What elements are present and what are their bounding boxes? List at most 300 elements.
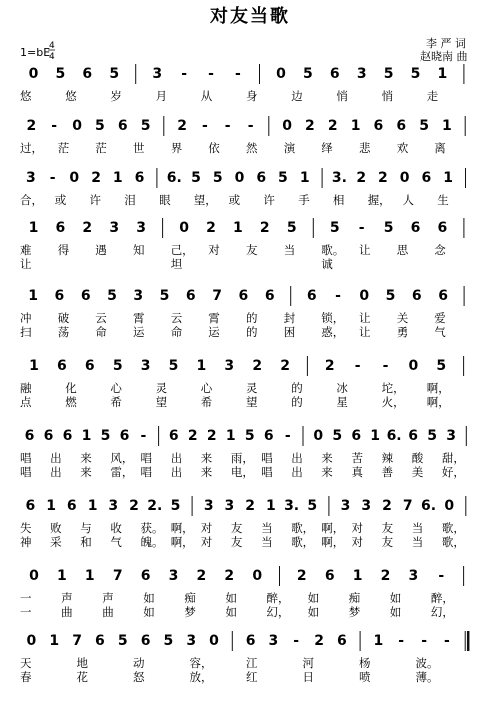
lyric-syllable: 唱 [261, 451, 273, 465]
lyric-syllable: 收 [110, 521, 122, 535]
extension-dash: - [335, 288, 341, 304]
lyric-syllable: 坦 [170, 257, 183, 271]
lyric-syllable: 友 [246, 243, 258, 257]
lyric-syllable: 一 [20, 605, 32, 619]
lyric-syllable: 痴 [348, 591, 361, 605]
lyric-syllable: 如 [143, 605, 155, 619]
lyric-syllable: 风， [110, 451, 134, 465]
note: 5 [383, 220, 394, 236]
note: 5 [159, 288, 170, 304]
lyric-syllable: 与 [80, 521, 92, 535]
note: 5 [168, 358, 179, 374]
lyric-syllable: 对 [351, 535, 363, 549]
lyric-syllable: 放， [189, 670, 213, 684]
lyric-syllable: 神 [20, 535, 32, 549]
lyric-syllable: 困 [283, 325, 296, 339]
note: 5 [436, 358, 447, 374]
lyric-syllable: 过， [20, 141, 43, 155]
note: 7 [72, 633, 82, 649]
note: 7 [212, 288, 222, 304]
note: 0 [29, 568, 39, 584]
note: 7 [402, 498, 413, 514]
extension-dash: - [443, 633, 450, 649]
note: 0 [72, 118, 82, 134]
note: 5 [385, 288, 396, 304]
lyric-syllable: 然 [246, 141, 258, 155]
lyric-syllable: 容， [189, 656, 213, 670]
note: 6 [168, 428, 179, 444]
note: 2. [147, 498, 163, 514]
lyric-syllable: 坨， [381, 381, 405, 395]
lyric-syllable: 来 [80, 451, 92, 465]
note: 0 [26, 633, 37, 649]
note: 1 [373, 633, 384, 649]
note: 2 [380, 568, 391, 584]
note: 3 [446, 428, 456, 444]
lyric-syllable: 来 [200, 465, 213, 479]
lyric-syllable: 天 [20, 656, 32, 670]
note: 0 [179, 220, 189, 236]
lyric-syllable: 泪 [124, 193, 136, 207]
lyric-syllable: 幻， [430, 605, 454, 619]
note: 0 [276, 66, 286, 82]
note: 5 [212, 170, 223, 186]
lyric-syllable: 善 [381, 465, 394, 479]
lyric-syllable: 离 [434, 141, 446, 155]
note: 0 [28, 66, 39, 82]
note: 2 [280, 358, 290, 374]
note: 5 [100, 428, 111, 444]
extension-dash: - [208, 66, 214, 82]
note: 6 [408, 428, 418, 444]
lyric-syllable: 灵 [246, 381, 258, 395]
extension-dash: - [51, 118, 58, 134]
note: 1 [29, 358, 39, 374]
lyric-syllable: 的 [291, 381, 303, 395]
lyric-syllable: 封 [283, 311, 296, 325]
extension-dash: - [438, 568, 445, 584]
song-title: 对友当歌 [210, 6, 290, 27]
system-1 [20, 64, 464, 103]
note: 2 [305, 118, 315, 134]
note: 1 [84, 568, 95, 584]
lyric-syllable: 悠 [65, 89, 77, 103]
note: 2 [187, 428, 198, 444]
lyric-syllable: 火， [381, 395, 405, 409]
note: 5 [332, 428, 343, 444]
note: 3 [224, 358, 235, 374]
lyric-syllable: 界 [170, 141, 183, 155]
system-8 [20, 496, 466, 549]
note: 6 [396, 118, 407, 134]
lyric-syllable: 啊， [426, 381, 450, 395]
note: 5 [112, 358, 123, 374]
lyric-syllable: 歌， [441, 535, 465, 549]
extension-dash: - [181, 66, 188, 82]
lyric-syllable: 气 [110, 535, 122, 549]
note: 1 [57, 568, 67, 584]
lyric-syllable: 幻， [266, 605, 290, 619]
lyric-syllable: 出 [170, 465, 183, 479]
note: 1 [350, 118, 361, 134]
extension-dash: - [247, 118, 254, 134]
score-systems [20, 64, 468, 684]
system-9 [20, 566, 464, 619]
system-7 [20, 426, 466, 479]
note: 5 [55, 66, 66, 82]
lyric-syllable: 如 [307, 605, 320, 619]
lyric-syllable: 啊， [170, 521, 194, 535]
lyric-syllable: 江 [246, 656, 258, 670]
lyric-syllable: 苦 [351, 451, 363, 465]
lyric-syllable: 友 [381, 535, 394, 549]
note: 5 [307, 498, 318, 514]
note: 6 [119, 428, 130, 444]
note: 6 [438, 288, 448, 304]
note: 6 [140, 568, 151, 584]
note: 5 [329, 220, 340, 236]
note: 3 [340, 498, 351, 514]
note: 6 [306, 288, 317, 304]
lyric-syllable: 演 [283, 141, 296, 155]
lyric-syllable: 锁， [321, 311, 345, 325]
extension-dash: - [201, 118, 208, 134]
lyric-syllable: 啊， [170, 535, 194, 549]
note: 6 [84, 358, 95, 374]
note: 1 [370, 428, 380, 444]
lyric-syllable: 失 [20, 521, 32, 535]
lyric-syllable: 魄。 [140, 535, 164, 549]
note: 1 [112, 170, 123, 186]
lyric-syllable: 诚 [321, 257, 333, 271]
lyric-syllable: 采 [50, 535, 62, 549]
extension-dash: - [234, 66, 241, 82]
lyric-syllable: 惑， [321, 325, 345, 339]
note: 6 [80, 288, 91, 304]
note: 3 [152, 66, 163, 82]
lyric-syllable: 心 [200, 381, 213, 395]
lyric-syllable: 唱 [140, 451, 152, 465]
lyric-syllable: 月 [155, 89, 168, 103]
extension-dash: - [49, 170, 56, 186]
note: 6 [62, 428, 73, 444]
extension-dash: - [284, 428, 291, 444]
lyric-syllable: 对 [208, 243, 220, 257]
lyric-syllable: 关 [396, 311, 409, 325]
note: 6 [24, 428, 35, 444]
note: 6 [411, 288, 422, 304]
time-signature-numerator: 4 [49, 41, 55, 51]
lyric-syllable: 薄。 [415, 670, 439, 684]
note: 3. [331, 170, 347, 186]
note: 6 [437, 220, 448, 236]
lyric-syllable: 茫 [57, 141, 70, 155]
note: 0 [444, 498, 455, 514]
lyric-syllable: 人 [402, 193, 414, 207]
note: 3 [356, 66, 367, 82]
lyric-syllable: 败 [50, 521, 62, 535]
lyric-syllable: 友 [381, 521, 394, 535]
lyric-syllable: 或 [228, 193, 241, 207]
lyric-syllable: 辣 [381, 451, 394, 465]
note: 2 [91, 170, 101, 186]
system-6 [20, 356, 464, 409]
note: 2 [206, 428, 217, 444]
note: 3 [26, 170, 36, 186]
note: 2 [324, 358, 335, 374]
note: 3 [133, 288, 144, 304]
note: 6 [57, 358, 67, 374]
lyric-syllable: 出 [291, 465, 303, 479]
extension-dash: - [398, 633, 405, 649]
note: 2 [129, 498, 139, 514]
lyric-syllable: 唱 [20, 451, 32, 465]
lyric-syllable: 如 [307, 591, 320, 605]
note: 6 [373, 118, 384, 134]
note: 3 [224, 498, 235, 514]
lyric-syllable: 遇 [95, 243, 107, 257]
lyric-syllable: 啊， [321, 521, 345, 535]
note: 2 [206, 220, 216, 236]
note: 6 [134, 170, 145, 186]
note: 1 [196, 358, 207, 374]
lyric-syllable: 悄 [336, 89, 348, 103]
lyric-syllable: 悄 [381, 89, 394, 103]
lyric-syllable: 出 [170, 451, 183, 465]
lyric-syllable: 唱 [261, 465, 273, 479]
lyric-syllable: 望， [193, 193, 217, 207]
lyric-syllable: 美 [411, 465, 424, 479]
note: 0 [252, 568, 263, 584]
note: 2 [26, 118, 37, 134]
lyric-syllable: 歌。 [321, 243, 345, 257]
note: 1 [49, 633, 60, 649]
lyric-syllable: 运 [133, 325, 145, 339]
note: 2 [259, 220, 270, 236]
note: 6 [140, 633, 151, 649]
note: 6 [238, 288, 249, 304]
lyric-syllable: 命 [170, 325, 183, 339]
lyric-syllable: 怒 [133, 670, 145, 684]
lyric-syllable: 云 [170, 311, 183, 325]
lyric-syllable: 春 [20, 670, 32, 684]
note: 2 [356, 170, 367, 186]
lyric-syllable: 获。 [140, 521, 164, 535]
lyric-syllable: 声 [102, 591, 114, 605]
lyric-syllable: 日 [302, 670, 314, 684]
note: 5 [107, 288, 117, 304]
lyric-syllable: 如 [225, 591, 237, 605]
lyric-syllable: 出 [50, 465, 62, 479]
lyric-syllable: 希 [200, 395, 213, 409]
note: 6. [166, 170, 182, 186]
lyric-syllable: 破 [57, 311, 70, 325]
note: 2 [296, 568, 307, 584]
extension-dash: - [293, 633, 300, 649]
lyric-syllable: 许 [263, 193, 275, 207]
note: 0 [234, 170, 245, 186]
lyric-syllable: 身 [246, 89, 258, 103]
lyric-syllable: 真 [351, 465, 363, 479]
note: 6 [25, 498, 36, 514]
note: 3 [408, 568, 419, 584]
note: 3 [136, 220, 146, 236]
lyric-syllable: 地 [76, 656, 88, 670]
lyric-syllable: 气 [434, 325, 446, 339]
lyric-syllable: 如 [225, 605, 237, 619]
lyric-syllable: 动 [133, 656, 145, 670]
lyric-syllable: 酸 [411, 451, 424, 465]
lyric-syllable: 欢 [396, 141, 409, 155]
note: 3 [268, 633, 279, 649]
lyric-syllable: 灵 [155, 381, 168, 395]
lyric-syllable: 的 [246, 311, 258, 325]
extension-dash: - [382, 358, 389, 374]
lyric-syllable: 出 [291, 451, 303, 465]
lyric-syllable: 难 [20, 243, 32, 257]
note: 0 [359, 288, 370, 304]
note: 6 [66, 498, 77, 514]
note: 6 [264, 288, 275, 304]
lyric-syllable: 对 [351, 521, 363, 535]
note: 5 [278, 170, 288, 186]
lyric-syllable: 希 [110, 395, 122, 409]
note: 3. [284, 498, 300, 514]
lyric-syllable: 望 [155, 395, 168, 409]
lyric-syllable: 的 [246, 325, 258, 339]
note: 7 [112, 568, 123, 584]
note: 3 [108, 498, 119, 514]
lyric-syllable: 霄 [208, 311, 220, 325]
note: 5 [427, 428, 437, 444]
lyric-syllable: 喷 [359, 670, 371, 684]
extension-dash: - [354, 358, 361, 374]
note: 5 [109, 66, 120, 82]
note: 3 [168, 568, 179, 584]
lyric-syllable: 梦 [184, 605, 196, 619]
lyric-syllable: 醉， [430, 591, 454, 605]
note: 2 [314, 633, 324, 649]
extension-dash: - [421, 633, 428, 649]
lyric-syllable: 让 [359, 325, 371, 339]
note: 6 [82, 66, 93, 82]
lyric-syllable: 茫 [95, 141, 107, 155]
lyric-syllable: 悠 [20, 89, 32, 103]
lyric-syllable: 望 [246, 395, 258, 409]
note: 2 [82, 220, 93, 236]
time-signature-denominator: 4 [49, 52, 55, 62]
note: 1 [225, 428, 236, 444]
lyric-syllable: 和 [80, 535, 92, 549]
system-2 [20, 116, 465, 155]
lyric-syllable: 友 [230, 521, 243, 535]
lyric-syllable: 友 [230, 535, 243, 549]
lyric-syllable: 许 [89, 193, 101, 207]
note: 5 [170, 498, 181, 514]
lyric-syllable: 或 [54, 193, 67, 207]
lyric-syllable: 世 [133, 141, 145, 155]
lyric-syllable: 雷， [110, 465, 134, 479]
lyric-syllable: 对 [200, 535, 213, 549]
note: 1 [46, 498, 56, 514]
note: 1 [299, 170, 310, 186]
lyric-syllable: 歌， [441, 521, 465, 535]
note: 6. [420, 498, 437, 514]
lyric-syllable: 如 [389, 591, 402, 605]
lyric-syllable: 电， [230, 465, 254, 479]
note: 3 [186, 633, 197, 649]
note: 1 [443, 170, 453, 186]
extension-dash: - [140, 428, 147, 444]
lyric-syllable: 心 [110, 381, 122, 395]
note: 5 [383, 66, 394, 82]
lyric-syllable: 绎 [321, 141, 333, 155]
lyric-syllable: 相 [332, 193, 345, 207]
lyric-syllable: 扫 [20, 325, 32, 339]
extension-dash: - [224, 118, 231, 134]
lyric-syllable: 当 [283, 243, 296, 257]
note: 6 [421, 170, 432, 186]
lyric-syllable: 念 [434, 243, 446, 257]
lyric-syllable: 云 [95, 311, 107, 325]
note: 5 [244, 428, 255, 444]
lyric-syllable: 当 [261, 521, 273, 535]
lyric-syllable: 如 [389, 605, 402, 619]
lyric-syllable: 手 [298, 193, 310, 207]
lyric-syllable: 化 [65, 381, 77, 395]
lyric-syllable: 唱 [140, 465, 152, 479]
note: 2 [378, 170, 388, 186]
note: 5 [303, 66, 313, 82]
lyric-syllable: 波。 [415, 656, 439, 670]
note: 0 [408, 358, 419, 374]
lyric-syllable: 如 [143, 591, 155, 605]
lyric-syllable: 得 [57, 243, 70, 257]
lyric-syllable: 命 [95, 325, 107, 339]
note: 6 [245, 633, 256, 649]
lyric-syllable: 出 [50, 451, 62, 465]
lyric-syllable: 来 [321, 451, 333, 465]
lyric-syllable: 岁 [110, 89, 122, 103]
lyric-syllable: 痴 [184, 591, 196, 605]
extension-dash: - [358, 220, 365, 236]
lyric-syllable: 好， [441, 465, 465, 479]
note: 3 [109, 220, 120, 236]
note: 6 [351, 428, 362, 444]
note: 2 [327, 118, 338, 134]
note: 1 [233, 220, 243, 236]
note: 1 [442, 118, 452, 134]
lyric-syllable: 霄 [133, 311, 145, 325]
composer-credit: 赵晓南 曲 [420, 50, 468, 63]
note: 2 [252, 358, 263, 374]
system-5 [20, 286, 464, 339]
note: 1 [437, 66, 448, 82]
lyric-syllable: 合， [20, 193, 43, 207]
lyric-syllable: 花 [76, 670, 88, 684]
lyric-syllable: 河 [302, 656, 314, 670]
lyric-syllable: 当 [411, 521, 424, 535]
system-4 [20, 218, 464, 271]
note: 0 [313, 428, 324, 444]
lyric-syllable: 让 [20, 257, 32, 271]
note: 5 [191, 170, 201, 186]
lyric-syllable: 红 [246, 670, 258, 684]
note: 3 [203, 498, 214, 514]
lyric-syllable: 生 [437, 193, 449, 207]
lyric-syllable: 杨 [359, 656, 371, 670]
lyric-syllable: 点 [20, 395, 32, 409]
